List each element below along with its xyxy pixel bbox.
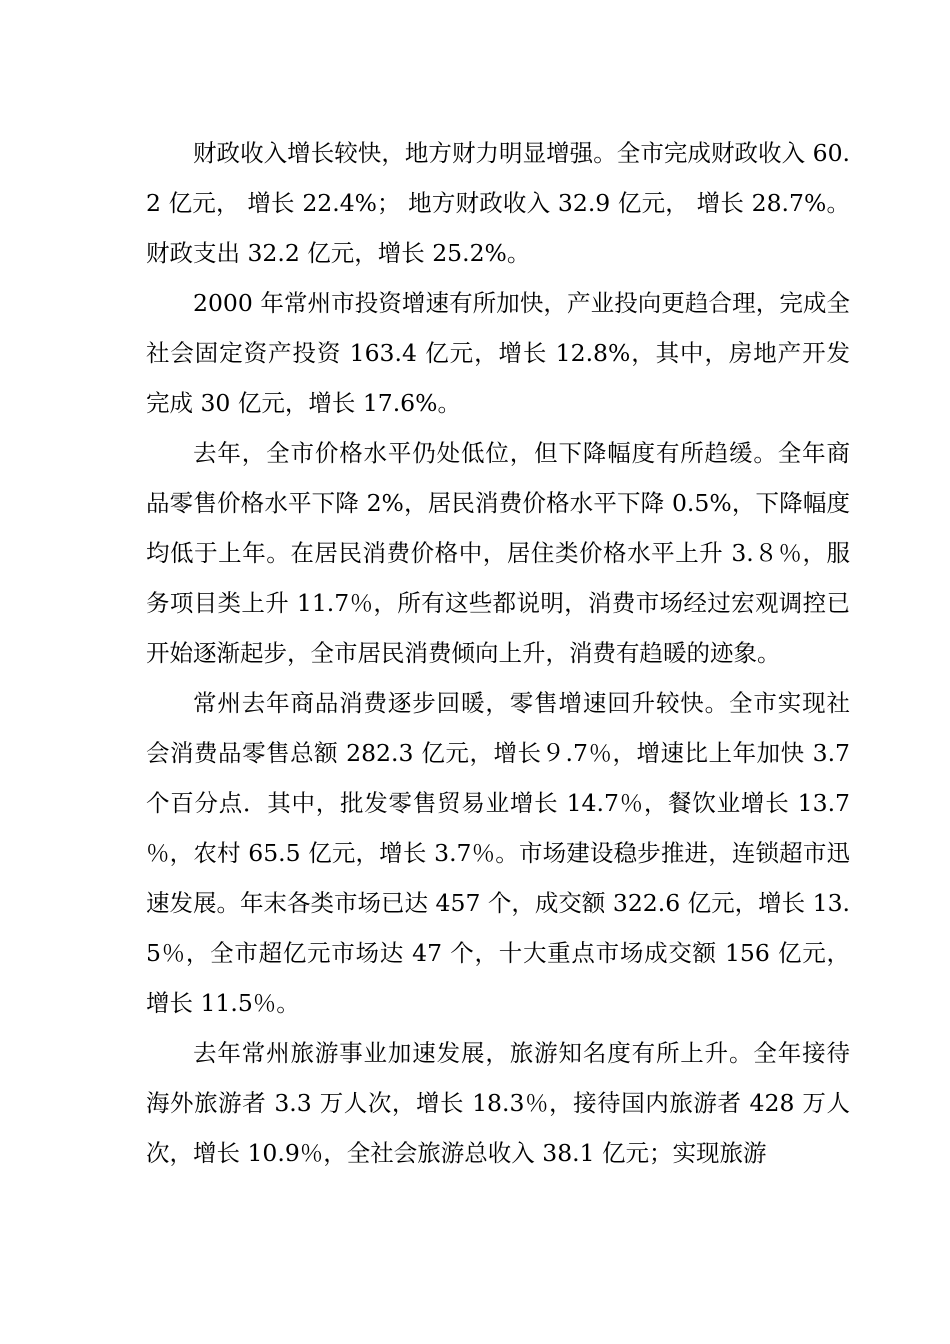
paragraph-investment: 2000 年常州市投资增速有所加快，产业投向更趋合理，完成全社会固定资产投资 163.4 亿元，增长 12.8%，其中，房地产开发完成 30 亿元，增长 17.6%。 bbox=[146, 289, 850, 417]
paragraph-price-level: 去年，全市价格水平仍处低位，但下降幅度有所趋缓。全年商品零售价格水平下降 2%，居民消费价格水平下降 0.5%，下降幅度均低于上年。在居民消费价格中，居住类价格水平上升 3.８％，服务项目类上升 11.7％，所有这些都说明，消费市场经过宏观调控已开始逐渐起步，全市居民消费倾向上升，消费有趋暖的迹象。 bbox=[146, 439, 850, 667]
document-body bbox=[146, 128, 850, 1178]
paragraph-fiscal-revenue: 财政收入增长较快，地方财力明显增强。全市完成财政收入 60.2 亿元， 增长 22.4%； 地方财政收入 32.9 亿元， 增长 28.7%。财政支出 32.2 亿元，增长 25.2%。 bbox=[146, 139, 850, 267]
paragraph-consumption: 常州去年商品消费逐步回暖，零售增速回升较快。全市实现社会消费品零售总额 282.3 亿元，增长９.7％，增速比上年加快 3.7 个百分点．其中，批发零售贸易业增长 14.7％，餐饮业增长 13.7％，农村 65.5 亿元，增长 3.7％。市场建设稳步推进，连锁超市迅速发展。年末各类市场已达 457 个，成交额 322.6 亿元，增长 13.5％，全市超亿元市场达 47 个，十大重点市场成交额 156 亿元，增长 11.5％。 bbox=[146, 689, 850, 1017]
paragraph-tourism: 去年常州旅游事业加速发展，旅游知名度有所上升。全年接待海外旅游者 3.3 万人次，增长 18.3％，接待国内旅游者 428 万人次，增长 10.9％，全社会旅游总收入 38.1 亿元；实现旅游 bbox=[146, 1039, 850, 1167]
